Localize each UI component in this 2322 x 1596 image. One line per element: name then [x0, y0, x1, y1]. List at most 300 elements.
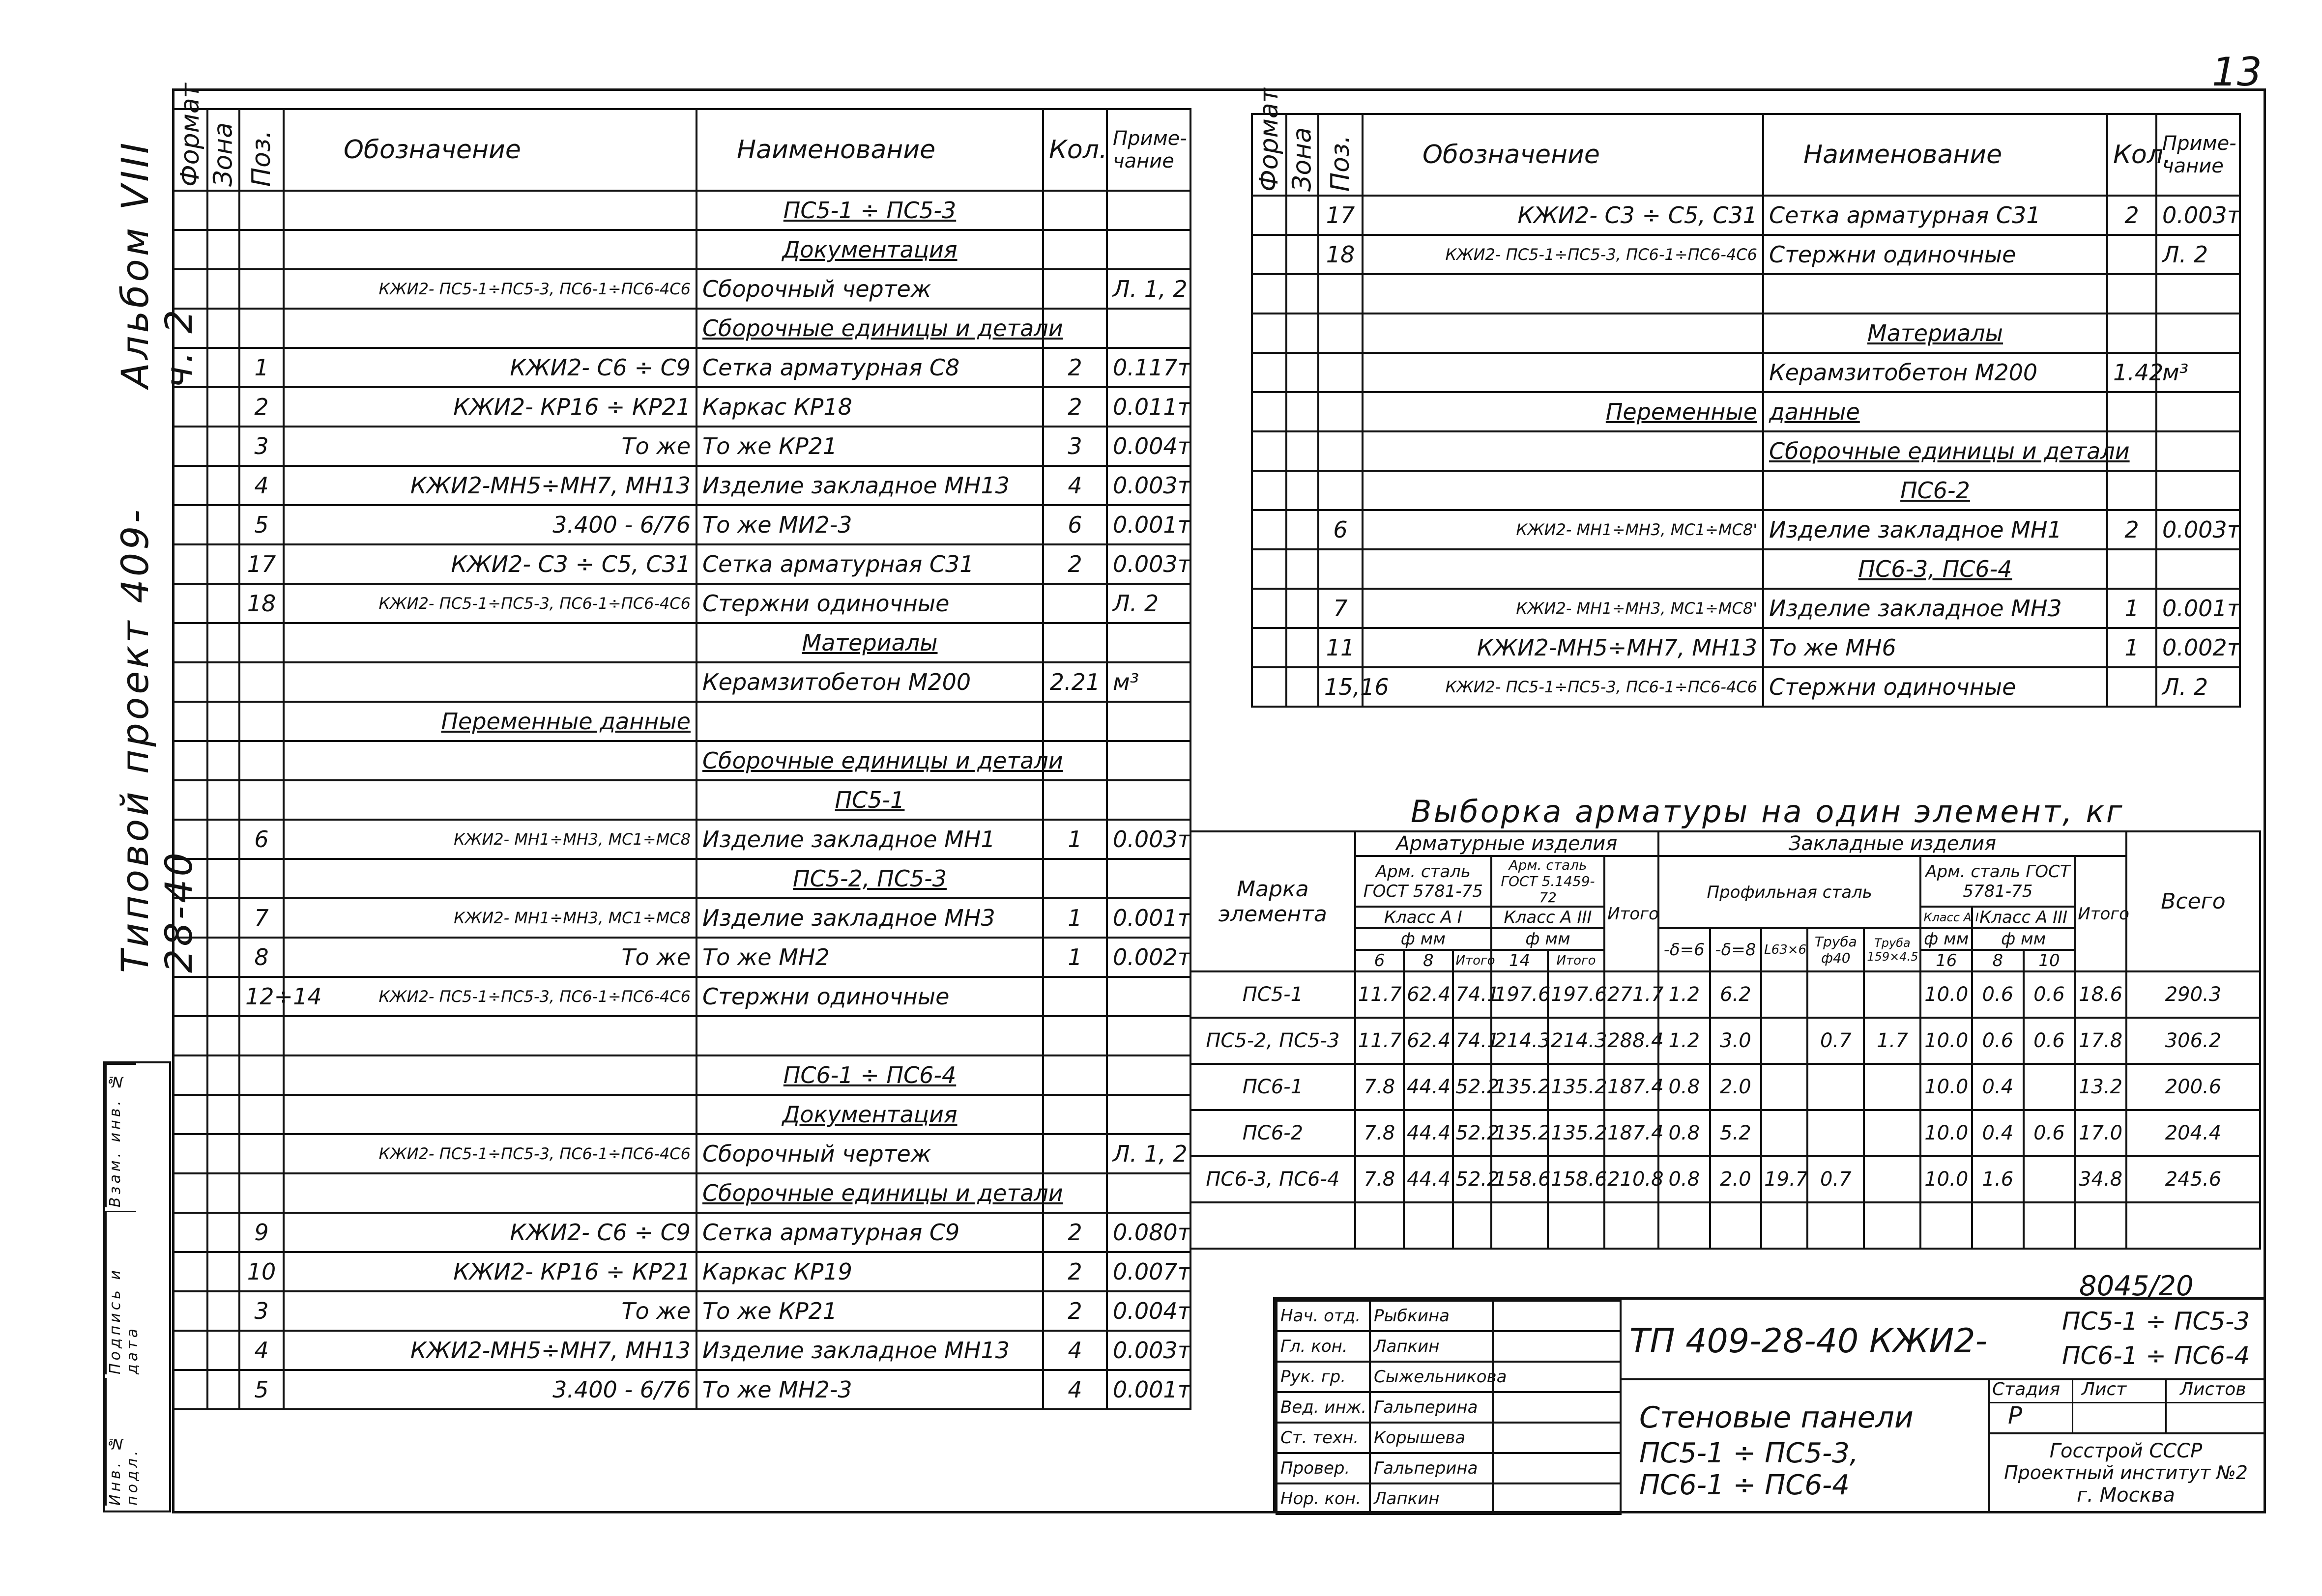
cell-name: Стержни одиночные: [697, 584, 1043, 623]
stamp-role: Нор. кон.: [1277, 1483, 1370, 1514]
cell-pos: 4: [239, 466, 284, 505]
spec-row: [173, 466, 1190, 505]
selection-row: [1190, 1064, 2260, 1110]
cell-zone: [207, 348, 239, 387]
cell-name: Сборочный чертеж: [697, 1134, 1043, 1173]
cell-designation: [1363, 353, 1763, 392]
cell-note: [1107, 859, 1190, 898]
col-qty: Кол.: [2107, 114, 2156, 196]
cell-zone: [207, 1095, 239, 1134]
cell-pos: 1: [239, 348, 284, 387]
cell-name: Каркас КР18: [697, 387, 1043, 427]
stamp-role: Вед. инж.: [1277, 1392, 1370, 1423]
sel-header-1: [1190, 831, 2260, 856]
cell-value: [1604, 1202, 1658, 1249]
stamp-signature: [1493, 1301, 1621, 1331]
cell-note: м³: [1107, 662, 1190, 702]
cell-name: Материалы: [1763, 314, 2107, 353]
cell-note: Л. 1, 2: [1107, 1134, 1190, 1173]
cell-qty: [2107, 392, 2156, 431]
stamp-signature: [1493, 1423, 1621, 1453]
cell-format: [1252, 314, 1286, 353]
cell-designation: 3.400 - 6/76: [284, 1370, 697, 1409]
cell-name: Материалы: [697, 623, 1043, 662]
cell-designation: [284, 1173, 697, 1213]
cell-name: Каркас КР19: [697, 1252, 1043, 1291]
cell-pos: [239, 780, 284, 820]
cell-value: [1864, 971, 1920, 1018]
cell-name: Изделие закладное МН13: [697, 1331, 1043, 1370]
cell-note: [1107, 1095, 1190, 1134]
stamp-person-row: [1277, 1331, 1621, 1362]
cell-pos: 17: [1318, 196, 1363, 235]
cell-note: [1107, 741, 1190, 780]
cell-value: 62.4: [1404, 971, 1452, 1018]
org-3: г. Москва: [2077, 1484, 2175, 1507]
cell-pos: [239, 1016, 284, 1055]
cell-zone: [207, 623, 239, 662]
album-label: Альбом VIII ч. 2: [113, 140, 201, 388]
cell-zone: [207, 1055, 239, 1095]
cell-pos: 6: [239, 820, 284, 859]
cell-pos: [239, 623, 284, 662]
cell-value: [1761, 971, 1807, 1018]
cell-format: [1252, 549, 1286, 589]
cell-format: [173, 741, 207, 780]
stamp-name: Лапкин: [1370, 1483, 1493, 1514]
spec-row: [1252, 549, 2240, 589]
doc-code: ТП 409-28-40 КЖИ2-: [1629, 1322, 1988, 1361]
cell-pos: [239, 741, 284, 780]
spec-row: [173, 309, 1190, 348]
cell-designation: [1363, 471, 1763, 510]
cell-pos: [1318, 431, 1363, 471]
cell-qty: [1043, 623, 1107, 662]
cell-name: Сборочные единицы и детали: [697, 741, 1043, 780]
cell-designation: [1363, 431, 1763, 471]
cell-value: 214.3: [1491, 1018, 1548, 1064]
cell-qty: 2: [1043, 1291, 1107, 1331]
cell-designation: КЖИ2- МН1÷МН3, МС1÷МС8: [284, 820, 697, 859]
selection-row: [1190, 1110, 2260, 1156]
spec-row: [173, 702, 1190, 741]
cell-name: То же МН6: [1763, 628, 2107, 667]
cell-note: 0.002т: [1107, 938, 1190, 977]
selection-row: [1190, 1018, 2260, 1064]
cell-value: 271.7: [1604, 971, 1658, 1018]
stage-line-v2: [2165, 1378, 2167, 1432]
cell-note: 0.003т: [1107, 544, 1190, 584]
cell-value: 197.6: [1548, 971, 1604, 1018]
cell-pos: 10: [239, 1252, 284, 1291]
cell-designation: КЖИ2- С6 ÷ С9: [284, 348, 697, 387]
cell-format: [173, 348, 207, 387]
cell-name: Стержни одиночные: [1763, 235, 2107, 274]
cell-value: 197.6: [1491, 971, 1548, 1018]
cell-qty: 3: [1043, 427, 1107, 466]
spec-row: [173, 505, 1190, 544]
cell-value: [1761, 1110, 1807, 1156]
stamp-person-row: [1277, 1392, 1621, 1423]
cell-qty: 1: [1043, 898, 1107, 938]
spec-row: [1252, 196, 2240, 235]
spec-row: [173, 1134, 1190, 1173]
cell-name: ПС6-1 ÷ ПС6-4: [697, 1055, 1043, 1095]
cell-format: [173, 1055, 207, 1095]
cell-zone: [207, 427, 239, 466]
cell-zone: [207, 938, 239, 977]
cell-value: 135.2: [1548, 1064, 1604, 1110]
cell-value: 1.6: [1972, 1156, 2024, 1202]
selection-table: [1190, 830, 2261, 1250]
h-class1: Класс А I: [1355, 907, 1491, 928]
spec-row: [1252, 392, 2240, 431]
cell-zone: [1286, 667, 1318, 707]
cell-zone: [1286, 431, 1318, 471]
cell-designation: То же: [284, 938, 697, 977]
cell-pos: 7: [1318, 589, 1363, 628]
cell-qty: [2107, 471, 2156, 510]
cell-zone: [207, 859, 239, 898]
cell-value: 135.2: [1491, 1064, 1548, 1110]
cell-zone: [207, 977, 239, 1016]
stamp-name: Лапкин: [1370, 1331, 1493, 1362]
cell-value: 74.1: [1453, 971, 1491, 1018]
cell-designation: КЖИ2- С6 ÷ С9: [284, 1213, 697, 1252]
spec-row: [1252, 471, 2240, 510]
spec-row: [173, 1095, 1190, 1134]
cell-zone: [1286, 235, 1318, 274]
cell-format: [173, 623, 207, 662]
cell-pos: 11: [1318, 628, 1363, 667]
spec-row: [173, 977, 1190, 1016]
cell-mark: ПС6-3, ПС6-4: [1190, 1156, 1355, 1202]
cell-value: 187.4: [1604, 1064, 1658, 1110]
cell-designation: КЖИ2- КР16 ÷ КР21: [284, 1252, 697, 1291]
cell-value: 7.8: [1355, 1110, 1404, 1156]
cell-format: [173, 584, 207, 623]
cell-value: 0.6: [1972, 1018, 2024, 1064]
cell-value: [2126, 1202, 2260, 1249]
cell-qty: 2: [1043, 1213, 1107, 1252]
cell-value: 288.4: [1604, 1018, 1658, 1064]
cell-name: Сетка арматурная С9: [697, 1213, 1043, 1252]
cell-designation: [1363, 549, 1763, 589]
cell-designation: Переменные: [1363, 392, 1763, 431]
org-1: Госстрой СССР: [2049, 1440, 2203, 1462]
cell-qty: 2.21: [1043, 662, 1107, 702]
cell-value: [1807, 1064, 1864, 1110]
cell-note: [1107, 191, 1190, 230]
cell-pos: [239, 859, 284, 898]
cell-value: 210.8: [1604, 1156, 1658, 1202]
stamp-role: Нач. отд.: [1277, 1301, 1370, 1331]
cell-qty: 1: [1043, 820, 1107, 859]
cell-value: 1.2: [1658, 1018, 1710, 1064]
cell-zone: [1286, 314, 1318, 353]
cell-designation: КЖИ2- ПС5-1÷ПС5-3, ПС6-1÷ПС6-4С6: [284, 977, 697, 1016]
stamp-name: Гальперина: [1370, 1392, 1493, 1423]
right-spec-table: [1251, 88, 2241, 708]
stamp-name: Рыбкина: [1370, 1301, 1493, 1331]
col-name: Наименование: [697, 109, 1043, 191]
cell-pos: 18: [1318, 235, 1363, 274]
cell-format: [173, 505, 207, 544]
cell-value: 10.0: [1920, 1018, 1972, 1064]
cell-value: 135.2: [1548, 1110, 1604, 1156]
cell-pos: 12÷14: [239, 977, 284, 1016]
cell-designation: КЖИ2-МН5÷МН7, МН13: [284, 1331, 697, 1370]
cell-value: 7.8: [1355, 1064, 1404, 1110]
cell-format: [173, 702, 207, 741]
cell-qty: [1043, 1095, 1107, 1134]
cell-note: 0.080т: [1107, 1213, 1190, 1252]
h-mm-1: ф мм: [1355, 928, 1491, 950]
cell-pos: [239, 1134, 284, 1173]
cell-designation: [284, 780, 697, 820]
cell-format: [1252, 510, 1286, 549]
cell-value: 214.3: [1548, 1018, 1604, 1064]
selection-row: [1190, 971, 2260, 1018]
spec-row: [173, 269, 1190, 309]
cell-value: 0.7: [1807, 1018, 1864, 1064]
cell-value: [1864, 1064, 1920, 1110]
h-steel1: Арм. сталь ГОСТ 5781-75: [1355, 856, 1491, 907]
cell-format: [173, 1095, 207, 1134]
cell-name: Сборочные единицы и детали: [697, 309, 1043, 348]
cell-zone: [207, 662, 239, 702]
cell-name: Изделие закладное МН1: [697, 820, 1043, 859]
cell-designation: КЖИ2- ПС5-1÷ПС5-3, ПС6-1÷ПС6-4С6: [284, 1134, 697, 1173]
cell-designation: КЖИ2- МН1÷МН3, МС1÷МС8': [1363, 510, 1763, 549]
cell-value: 1.7: [1864, 1018, 1920, 1064]
cell-pos: [1318, 314, 1363, 353]
cell-pos: [239, 269, 284, 309]
cell-value: 0.4: [1972, 1110, 2024, 1156]
cell-zone: [1286, 589, 1318, 628]
cell-pos: [239, 230, 284, 269]
cell-note: [1107, 1016, 1190, 1055]
spec-row: [173, 938, 1190, 977]
cell-qty: [2107, 667, 2156, 707]
cell-designation: КЖИ2- МН1÷МН3, МС1÷МС8: [284, 898, 697, 938]
cell-name: То же МН2: [697, 938, 1043, 977]
cell-designation: [284, 1095, 697, 1134]
cell-format: [173, 820, 207, 859]
cell-qty: 1.42: [2107, 353, 2156, 392]
cell-qty: 4: [1043, 466, 1107, 505]
h-mm-4: ф мм: [1972, 928, 2075, 950]
cell-value: 204.4: [2126, 1110, 2260, 1156]
cell-format: [173, 427, 207, 466]
cell-designation: [284, 191, 697, 230]
cell-value: 0.6: [1972, 971, 2024, 1018]
cell-note: [2156, 431, 2240, 471]
cell-format: [173, 269, 207, 309]
cell-designation: Переменные данные: [284, 702, 697, 741]
cell-value: [1864, 1202, 1920, 1249]
cell-value: [1710, 1202, 1762, 1249]
cell-qty: 1: [2107, 589, 2156, 628]
cell-value: [1920, 1202, 1972, 1249]
cell-value: 0.8: [1658, 1110, 1710, 1156]
cell-value: [1453, 1202, 1491, 1249]
left-strip: [103, 1061, 171, 1512]
cell-zone: [207, 505, 239, 544]
cell-pos: 18: [239, 584, 284, 623]
cell-qty: [1043, 977, 1107, 1016]
spec-row: [1252, 353, 2240, 392]
h-d6: 6: [1355, 950, 1404, 971]
cell-format: [173, 1370, 207, 1409]
cell-zone: [1286, 471, 1318, 510]
cell-note: [2156, 392, 2240, 431]
cell-zone: [207, 820, 239, 859]
cell-zone: [1286, 274, 1318, 314]
cell-qty: 1: [1043, 938, 1107, 977]
cell-note: [2156, 549, 2240, 589]
cell-designation: КЖИ2- С3 ÷ С5, С31: [284, 544, 697, 584]
cell-zone: [1286, 392, 1318, 431]
cell-zone: [207, 466, 239, 505]
h-arm: Арматурные изделия: [1355, 831, 1658, 856]
col-note: Приме-чание: [1107, 109, 1190, 191]
stamp-role: Рук. гр.: [1277, 1362, 1370, 1392]
selection-title: Выборка арматуры на один элемент, кг: [1411, 794, 2124, 829]
cell-note: 0.001т: [1107, 1370, 1190, 1409]
cell-designation: 3.400 - 6/76: [284, 505, 697, 544]
cell-pos: 5: [239, 1370, 284, 1409]
cell-qty: 1: [2107, 628, 2156, 667]
spec-row: [1252, 510, 2240, 549]
cell-value: [1807, 1110, 1864, 1156]
stage-line-v1: [2072, 1378, 2073, 1432]
stamp-person-row: [1277, 1301, 1621, 1331]
cell-format: [1252, 353, 1286, 392]
cell-value: 13.2: [2075, 1064, 2126, 1110]
cell-qty: [1043, 269, 1107, 309]
cell-name: Изделие закладное МН3: [697, 898, 1043, 938]
stamp-people: [1276, 1300, 1622, 1515]
cell-pos: [1318, 471, 1363, 510]
h-d14: 14: [1491, 950, 1548, 971]
cell-qty: 2: [2107, 196, 2156, 235]
cell-note: м³: [2156, 353, 2240, 392]
cell-zone: [1286, 549, 1318, 589]
cell-name: ПС6-3, ПС6-4: [1763, 549, 2107, 589]
cell-qty: [1043, 1134, 1107, 1173]
cell-note: Л. 2: [1107, 584, 1190, 623]
cell-name: ПС6-2: [1763, 471, 2107, 510]
stamp-role: Провер.: [1277, 1453, 1370, 1483]
h-class-emb: Класс А I: [1920, 907, 1972, 928]
col-zone: Зона: [1286, 114, 1318, 196]
cell-designation: [1363, 314, 1763, 353]
spec-row: [173, 662, 1190, 702]
cell-note: 0.001т: [1107, 898, 1190, 938]
cell-value: [1761, 1064, 1807, 1110]
cell-qty: [1043, 191, 1107, 230]
cell-qty: [2107, 235, 2156, 274]
cell-pos: 3: [239, 427, 284, 466]
cell-format: [1252, 471, 1286, 510]
h-itogo-arm: Итого: [1604, 856, 1658, 971]
cell-name: То же КР21: [697, 427, 1043, 466]
cell-name: Стержни одиночные: [697, 977, 1043, 1016]
cell-pos: [1318, 274, 1363, 314]
cell-value: 0.6: [2024, 971, 2075, 1018]
col-pos: Поз.: [239, 109, 284, 191]
cell-value: [1972, 1202, 2024, 1249]
cell-note: 0.001т: [1107, 505, 1190, 544]
col-format: Формат: [1252, 114, 1286, 196]
cell-note: [1107, 1173, 1190, 1213]
cell-value: [1355, 1202, 1404, 1249]
spec-row: [173, 898, 1190, 938]
cell-zone: [207, 1016, 239, 1055]
cell-value: 6.2: [1710, 971, 1762, 1018]
cell-value: 1.2: [1658, 971, 1710, 1018]
cell-designation: КЖИ2- МН1÷МН3, МС1÷МС8': [1363, 589, 1763, 628]
cell-format: [173, 898, 207, 938]
h-class-emb3: Класс А III: [1972, 907, 2075, 928]
cell-note: 0.003т: [1107, 820, 1190, 859]
spec-row: [173, 387, 1190, 427]
cell-format: [173, 1252, 207, 1291]
cell-note: [1107, 780, 1190, 820]
h-total: Всего: [2126, 831, 2260, 971]
strip-replace-inv: Взам. инв. №: [105, 1063, 136, 1207]
spec-row: [1252, 628, 2240, 667]
cell-value: 44.4: [1404, 1064, 1452, 1110]
cell-note: 0.117т: [1107, 348, 1190, 387]
h-profile: Профильная сталь: [1658, 856, 1920, 928]
cell-pos: [239, 1173, 284, 1213]
cell-designation: [284, 741, 697, 780]
cell-note: 0.007т: [1107, 1252, 1190, 1291]
spec-row: [173, 1291, 1190, 1331]
h-itogo-a3: Итого: [1548, 950, 1604, 971]
cell-designation: [284, 623, 697, 662]
cell-note: Л. 2: [2156, 235, 2240, 274]
spec-row: [1252, 589, 2240, 628]
stamp-role: Гл. кон.: [1277, 1331, 1370, 1362]
cell-format: [173, 230, 207, 269]
stamp-person-row: [1277, 1423, 1621, 1453]
cell-format: [173, 662, 207, 702]
cell-note: Л. 1, 2: [1107, 269, 1190, 309]
cell-designation: [284, 309, 697, 348]
cell-zone: [207, 191, 239, 230]
cell-zone: [207, 898, 239, 938]
cell-value: 62.4: [1404, 1018, 1452, 1064]
cell-designation: [284, 230, 697, 269]
cell-note: 0.003т: [2156, 196, 2240, 235]
doc-ref-2: ПС6-1 ÷ ПС6-4: [2062, 1341, 2250, 1370]
cell-name: [697, 702, 1043, 741]
cell-qty: 2: [1043, 1252, 1107, 1291]
stage-box: [1988, 1378, 2264, 1432]
stage-value: Р: [2008, 1402, 2022, 1429]
cell-designation: [284, 662, 697, 702]
h-delta8: -δ=8: [1710, 928, 1762, 971]
cell-note: Л. 2: [2156, 667, 2240, 707]
cell-qty: [2107, 314, 2156, 353]
cell-designation: КЖИ2- ПС5-1÷ПС5-3, ПС6-1÷ПС6-4С6: [1363, 667, 1763, 707]
cell-pos: 7: [239, 898, 284, 938]
sheet-header: Лист: [2082, 1379, 2127, 1399]
cell-note: [1107, 309, 1190, 348]
